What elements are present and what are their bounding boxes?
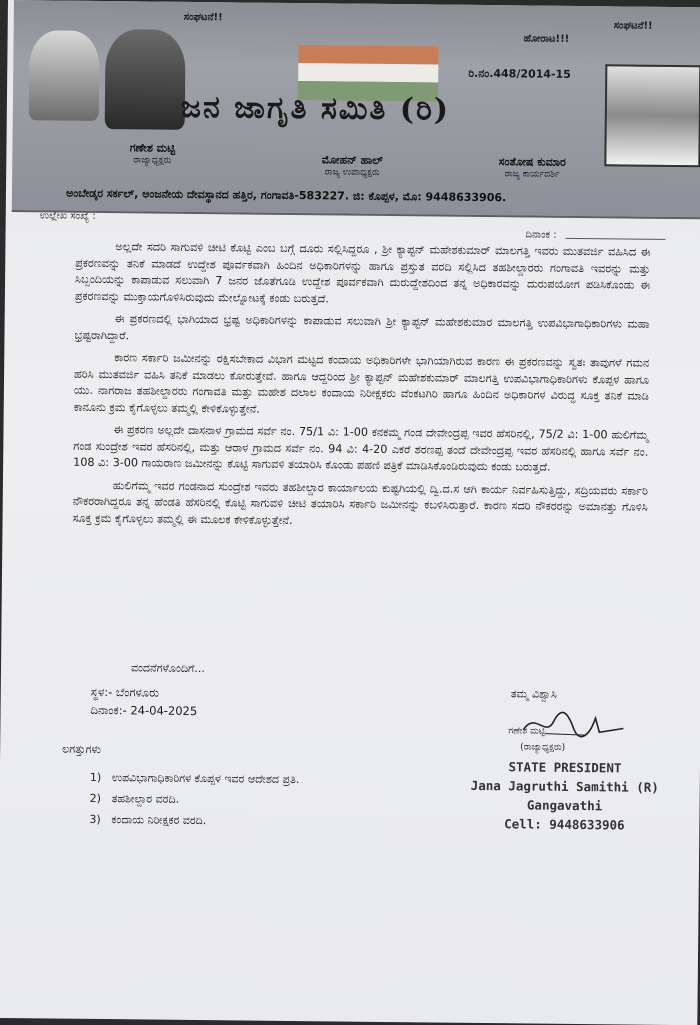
letterhead [12,0,700,219]
reference-label: ಉಲ್ಲೇಖ ಸಂಖ್ಯೆ : [39,210,96,222]
person-3-name: ಸಂತೋಷ ಕುಮಾರ [498,155,566,169]
date-label: ದಿನಾಂಕ : [525,229,557,241]
paragraph-5: ಹುಲಿಗೆಮ್ಮ ಇವರ ಗಂಡನಾದ ಸುಂದ್ರೇಶ ಇವರು ತಹಶೀಲ್ದಾರ ಕಾರ್ಯಾಲಯ ಕುಷ್ಟಗಿಯಲ್ಲಿ ದ್ವಿ.ದ.ಸ ಆಗಿ ಕಾರ್ಯ ನಿರ್ವಹಿಸುತ್ತಿದ್ದು, ಸದ್ರಿಯವರು ಸರ್ಕಾರಿ ನೌಕರರಾಗಿದ್ದರೂ ತನ್ನ ಹೆಂಡತಿ ಹೆಸರಿನಲ್ಲಿ ಕೊಟ್ಟಿ ಸಾಗುವಳಿ ಚೀಟಿ ತಯಾರಿಸಿ ಸರ್ಕಾರಿ ಜಮೀನನ್ನು ಕಬಳಿಸಿರುತ್ತಾರೆ. ಕಾರಣ ಸದರಿ ನೌಕರರನ್ನು ಅಮಾನತ್ತು ಗೊಳಿಸಿ ಸೂಕ್ತ ಕ್ರಮ ಕೈಗೊಳ್ಳಲು ತಮ್ಮಲ್ಲಿ ಈ ಮೂಲಕ ಕೇಳಿಕೊಳ್ಳುತ್ತೇನೆ. [72,478,648,527]
date-line: ದಿನಾಂಕ:- 24-04-2025 [90,702,198,719]
person-3-role: ರಾಜ್ಯ ಕಾರ್ಯದರ್ಶಿ [504,169,560,180]
date-blank-line [566,238,666,240]
stamp-line-2: Jana Jagruthi Samithi (R) [470,777,659,795]
person-2-name: ಮೋಹನ್ ಹಾಲ್ [321,153,383,167]
yours-faithfully: ತಮ್ಮ ವಿಶ್ವಾಸಿ [510,687,557,701]
paragraph-3: ಕಾರಣ ಸರ್ಕಾರಿ ಜಮೀನನ್ನು ರಕ್ಷಿಸಬೇಕಾದ ವಿಭಾಗ ಮಟ್ಟದ ಕಂದಾಯ ಅಧಿಕಾರಿಗಳೇ ಭಾಗಿಯಾಗಿರುವ ಕಾರಣ ಈ ಪ್ರಕರಣವನ್ನು ಸ್ವತಃ ತಾವುಗಳೆ ಗಮನ ಹರಿಸಿ ಮುತವರ್ಜಿ ವಹಿಸಿ ತನಿಕೆ ಮಾಡಲು ಕೋರುತ್ತೇವೆ. ಹಾಗೂ ಆದ್ದರಿಂದ ಶ್ರೀ ಕ್ಯಾಪ್ಟನ್ ಮಹೇಶಕುಮಾರ್ ಮಾಲಗತ್ತಿ ಉಪವಿಭಾಗಾಧಿಕಾರಿಗಳು ಕೊಪ್ಪಳ ಹಾಗೂ ಯು. ನಾಗರಾಜ ತಹಶೀಲ್ದಾರರು ಗಂಗಾವತಿ ಮತ್ತು ಮಹೇಶ ದಲಾಲ ಕಂದಾಯ ನಿರೀಕ್ಷಕರು ವೆಂಕಟಗಿರಿ ಹಾಗೂ ಹಿಂದಿನ ಅಧಿಕಾರಿಗಳ ವಿರುದ್ಧ ಸೂಕ್ತ ತನಿಕೆ ಮಾಡಿ ಕಾನೂನು ಕ್ರಮ ಕೈಗೊಳ್ಳಲು ತಮ್ಮಲ್ಲಿ ಕೇಳಿಕೊಳ್ಳುತ್ತೇನೆ. [73,351,650,416]
paragraph-2: ಈ ಪ್ರಕರಣದಲ್ಲಿ ಭಾಗಿಯಾದ ಭ್ರಷ್ಟ ಅಧಿಕಾರಿಗಳನ್ನು ಕಾಪಾಡುವ ಸಲುವಾಗಿ ಶ್ರೀ ಕ್ಯಾಪ್ಟನ್ ಮಹೇಶಕುಮಾರ ಮಾಲಗತ್ತಿ ಉಪವಿಭಾಗಾಧಿಕಾರಿಗಳು ಮಹಾ ಭ್ರಷ್ಟರಾಗಿದ್ದಾರೆ. [74,312,650,342]
enclosures-heading: ಲಗತ್ತುಗಳು [62,742,101,757]
stamp-line-1: STATE PRESIDENT [508,759,622,776]
person-2 [282,153,422,178]
handwritten-signature [515,707,625,742]
portrait-ambedkar [105,29,186,130]
signatory-role: (ರಾಜ್ಯಾಧ್ಯಕ್ಷರು) [520,742,566,753]
president-photo [604,64,700,167]
closing-line: ವಂದನೆಗಳೊಂದಿಗೆ... [130,661,205,676]
slogan-right: ಸಂಘಟನೆ!! [613,20,653,32]
signatory-name: ಗಣೇಶ ಮಟ್ಟಿ [508,726,546,737]
org-address: ಅಂಬೇಡ್ಕರ ಸರ್ಕಲ್, ಅಂಜನೇಯ ದೇವಸ್ಥಾನದ ಹತ್ತಿರ, ಗಂಗಾವತಿ-583227. ಜಿ: ಕೊಪ್ಪಳ, ಮೊ: 9448633906. [65,186,507,205]
person-1-role: ರಾಜ್ಯಾಧ್ಯಕ್ಷರು [133,155,172,166]
portrait-left [29,30,100,121]
slogan-left: ಸಂಘಟನೆ!! [183,11,223,24]
registration-number: ರಿ.ನಂ.448/2014-15 [468,66,571,81]
president-stamp [469,757,660,835]
letter-body [72,239,650,539]
person-2-role: ರಾಜ್ಯ ಉಪಾಧ್ಯಕ್ಷರು [324,167,380,178]
organization-name: ಜನ ಜಾಗೃತಿ ಸಮಿತಿ (ರಿ) [180,89,451,128]
stamp-line-3: Gangavathi [526,797,603,814]
enclosure-item: 2) ತಹಶೀಲ್ದಾರ ವರದಿ. [89,791,180,806]
enclosures-list [89,767,299,832]
place-line: ಸ್ಥಳ:- ಬೆಂಗಳೂರು [90,684,159,700]
enclosure-item: 1) ಉಪವಿಭಾಗಾಧಿಕಾರಿಗಳ ಕೊಪ್ಪಳ ಇವರ ಆದೇಶದ ಪ್ರತಿ. [89,770,300,787]
paragraph-1: ಅಲ್ಲದೇ ಸದರಿ ಸಾಗುವಳಿ ಚೀಟಿ ಕೊಟ್ಟಿ ಎಂಬ ಬಗ್ಗೆ ದೂರು ಸಲ್ಲಿಸಿದ್ದರೂ , ಶ್ರೀ ಕ್ಯಾಪ್ಟನ್ ಮಹೇಶಕುಮಾರ್ ಮಾಲಗತ್ತಿ ಇವರು ಮುತವರ್ಜಿ ವಹಿಸಿದ ಈ ಪ್ರಕರಣವನ್ನು ತನಿಕೆ ಮಾಡದೆ ಉದ್ದೇಶ ಪೂರ್ವಕವಾಗಿ ಹಿಂದಿನ ಅಧಿಕಾರಿಗಳನ್ನು ಹಾಗೂ ಪ್ರಸ್ತುತ ವರದಿ ಸಲ್ಲಿಸಿದ ತಹಶೀಲ್ದಾರರು ಗಂಗಾವತಿ ಇವರನ್ನು ಮತ್ತು ಸಿಬ್ಬಂದಿಯನ್ನು ಕಾಪಾಡುವ ಸಲುವಾಗಿ 7 ಜನರ ಜೊತೆಗೂಡಿ ಉದ್ದೇಶ ಪೂರ್ವಕವಾಗಿ ದುರುದ್ದೇಶದಿಂದ ತನ್ನ ಅಧಿಕಾರವನ್ನು ದುರುಪಯೋಗ ಪಡಿಸಿಕೊಂಡು ಈ ಪ್ರಕರಣವನ್ನು ಮುಕ್ತಾಯಗೊಳಿಸಿರುವುದು ಮೇಲ್ನೋಟಕ್ಕೆ ಕಂಡು ಬರುತ್ತದೆ. [74,240,651,305]
person-1 [92,141,212,166]
paragraph-4: ಈ ಪ್ರಕರಣ ಅಲ್ಲದೇ ದಾಸನಾಳ ಗ್ರಾಮದ ಸರ್ವೆ ನಂ. 75/1 ವಿ: 1-00 ಕನಕಮ್ಮ ಗಂಡ ದೇವೇಂದ್ರಪ್ಪ ಇವರ ಹೆಸರಿನಲ್ಲಿ, 75/2 ವಿ: 1-00 ಹುಲಿಗೆಮ್ಮ ಗಂಡ ಸುಂದ್ರೇಶ ಇವರ ಹೆಸರಿನಲ್ಲಿ, ಮತ್ತು ಆರಾಳ ಗ್ರಾಮದ ಸರ್ವೆ ನಂ. 94 ವಿ: 4-20 ಎಕರೆ ಶರಣಪ್ಪ ತಂದೆ ದೇವೇಂದ್ರಪ್ಪ ಇವರ ಹೆಸರಿನಲ್ಲಿ ಹಾಗೂ ಸರ್ವೆ ನಂ. 108 ವಿ: 3-00 ಗಾಯರಾಣ ಜಮೀನನ್ನು ಕೊಟ್ಟಿ ಸಾಗುವಳಿ ತಯಾರಿಸಿ ಕೊಂಡು ಪಹಣಿ ಪತ್ರಿಕೆ ಮಾಡಿಸಿಕೊಂಡಿರುವುದು ಕಂಡು ಬರುತ್ತದೆ. [73,423,649,474]
stamp-line-4: Cell: 9448633906 [504,816,625,833]
person-1-name: ಗಣೇಶ ಮಟ್ಟಿ [129,141,176,155]
slogan-middle: ಹೋರಾಟ!!! [523,33,570,45]
person-3 [462,155,602,180]
enclosure-item: 3) ಕಂದಾಯ ನಿರೀಕ್ಷಕರ ವರದಿ. [89,812,207,828]
